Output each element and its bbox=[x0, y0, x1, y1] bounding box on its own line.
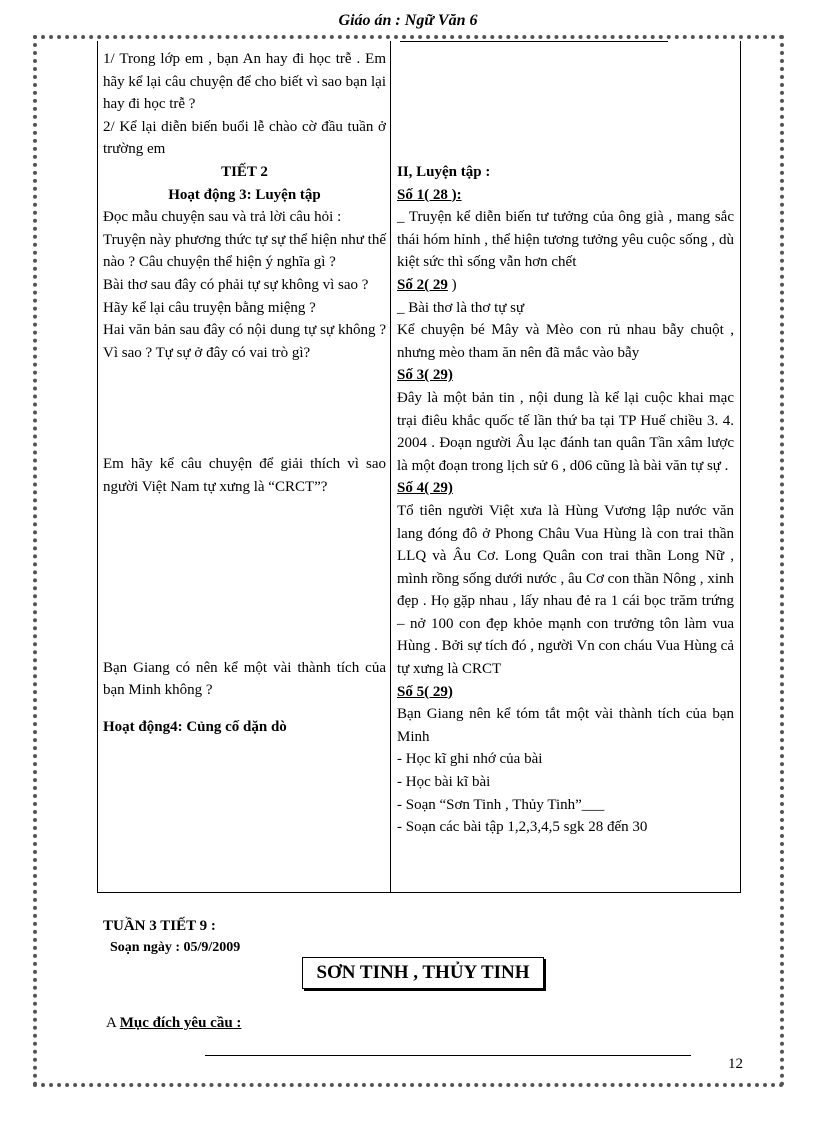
exercise-2-answer-b: Kể chuyện bé Mây và Mèo con rủ nhau bẫy chuột , nhưng mèo tham ăn nên đã mắc vào bẫy bbox=[397, 322, 734, 361]
question-poem: Bài thơ sau đây có phải tự sự không vì sao ? bbox=[103, 276, 369, 293]
spacer bbox=[397, 48, 734, 161]
exercise-2-label: Số 2( 29 bbox=[397, 276, 448, 293]
exercise-2-answer-a: _ Bài thơ là thơ tự sự bbox=[397, 299, 525, 316]
page-number: 12 bbox=[728, 1056, 743, 1072]
question-two-texts: Hai văn bản sau đây có nội dung tự sự không ? Vì sao ? Tự sự ở đây có vai trò gì? bbox=[103, 322, 386, 361]
lesson-title: SƠN TINH , THỦY TINH bbox=[302, 957, 544, 989]
question-method: Truyện này phương thức tự sự thể hiện như thế nào ? Câu chuyện thể hiện ý nghĩa gì ? bbox=[103, 231, 386, 271]
homework-item: - Soạn các bài tập 1,2,3,4,5 sgk 28 đến 30 bbox=[397, 819, 648, 836]
footer-line bbox=[205, 1055, 691, 1056]
homework-item: - Học kĩ ghi nhớ của bài bbox=[397, 751, 543, 768]
exercise-2-label-tail: ) bbox=[447, 276, 457, 293]
table-column-divider bbox=[390, 41, 391, 893]
homework-item: - Học bài kĩ bài bbox=[397, 774, 491, 791]
activity-3-heading: Hoạt động 3: Luyện tập bbox=[168, 186, 321, 203]
exercise-4-answer: Tổ tiên người Việt xưa là Hùng Vương lập nước văn lang đóng đô ở Phong Châu Vua Hùng là con trai thần LLQ và Âu Cơ. Long Quân con trai thần Long Nữ , mình rồng sống dưới nước , âu Cơ con thần Nông , xinh đẹp . Họ gặp nhau , lấy nhau đẻ ra 1 cái bọc trăm trứng – nở 100 con đẹp khỏe mạnh con trưởng tôn làm vua Hùng . Bởi sự tích đó , người Vn con cháu Vua Hùng cả tự xưng là CRCT bbox=[397, 502, 734, 678]
practice-heading: II, Luyện tập : bbox=[397, 164, 491, 180]
left-column bbox=[103, 48, 386, 738]
exercise-3-answer: Đây là một bản tin , nội dung là kể lại cuộc khai mạc trại điêu khắc quốc tế lần thứ ba tại TP Huế chiều 3. 4. 2004 . Đoạn người Âu lạc đánh tan quân Tần xâm lược là một đoạn trong lịch sử 6 , d06 cũng là bài văn tự sự . bbox=[397, 389, 734, 474]
activity-4-heading: Hoạt động4: Củng cố dặn dò bbox=[103, 718, 287, 735]
exercise-4-label: Số 4( 29) bbox=[397, 480, 453, 497]
section-a-label: Mục đích yêu cầu : bbox=[119, 1015, 242, 1031]
spacer bbox=[103, 499, 386, 657]
exercise-3-label: Số 3( 29) bbox=[397, 367, 453, 384]
spacer bbox=[103, 364, 386, 453]
section-a-prefix: A bbox=[106, 1015, 120, 1031]
exercise-1-answer: _ Truyện kể diễn biến tư tưởng của ông già , mang sắc thái hóm hỉnh , thể hiện tương tưởng yêu cuộc sống , dù kiệt sức thì sống vẫn hơn chết bbox=[397, 209, 734, 271]
tiet-heading: TIẾT 2 bbox=[221, 163, 268, 180]
week-title: TUẦN 3 TIẾT 9 : bbox=[103, 918, 216, 934]
exercise-1-label: Số 1( 28 ): bbox=[397, 186, 462, 203]
spacer bbox=[103, 702, 386, 716]
question-retell: Hãy kể lại câu truyện bằng miệng ? bbox=[103, 299, 316, 316]
question-crct: Em hãy kể câu chuyện để giải thích vì sao người Việt Nam tự xưng là “CRCT”? bbox=[103, 456, 386, 495]
question-giang: Bạn Giang có nên kể một vài thành tích của bạn Minh không ? bbox=[103, 659, 386, 699]
assignment-2: 2/ Kể lại diễn biến buổi lễ chào cờ đầu tuần ở trường em bbox=[103, 118, 386, 158]
header-title: Giáo án : Ngữ Văn 6 bbox=[338, 12, 478, 29]
exercise-5-label: Số 5( 29) bbox=[397, 683, 453, 700]
homework-item: - Soạn “Sơn Tinh , Thủy Tinh”___ bbox=[397, 796, 605, 813]
right-column bbox=[397, 48, 734, 839]
section-a bbox=[106, 1015, 241, 1032]
question-read: Đọc mẫu chuyện sau và trả lời câu hỏi : bbox=[103, 209, 342, 226]
assignment-1: 1/ Trong lớp em , bạn An hay đi học trễ . Em hãy kể lại câu chuyện để cho biết vì sao bạn lại hay đi học trễ ? bbox=[103, 51, 386, 113]
exercise-5-answer: Bạn Giang nên kể tóm tắt một vài thành tích của bạn Minh bbox=[397, 706, 734, 745]
prep-date: Soạn ngày : 05/9/2009 bbox=[110, 940, 241, 955]
